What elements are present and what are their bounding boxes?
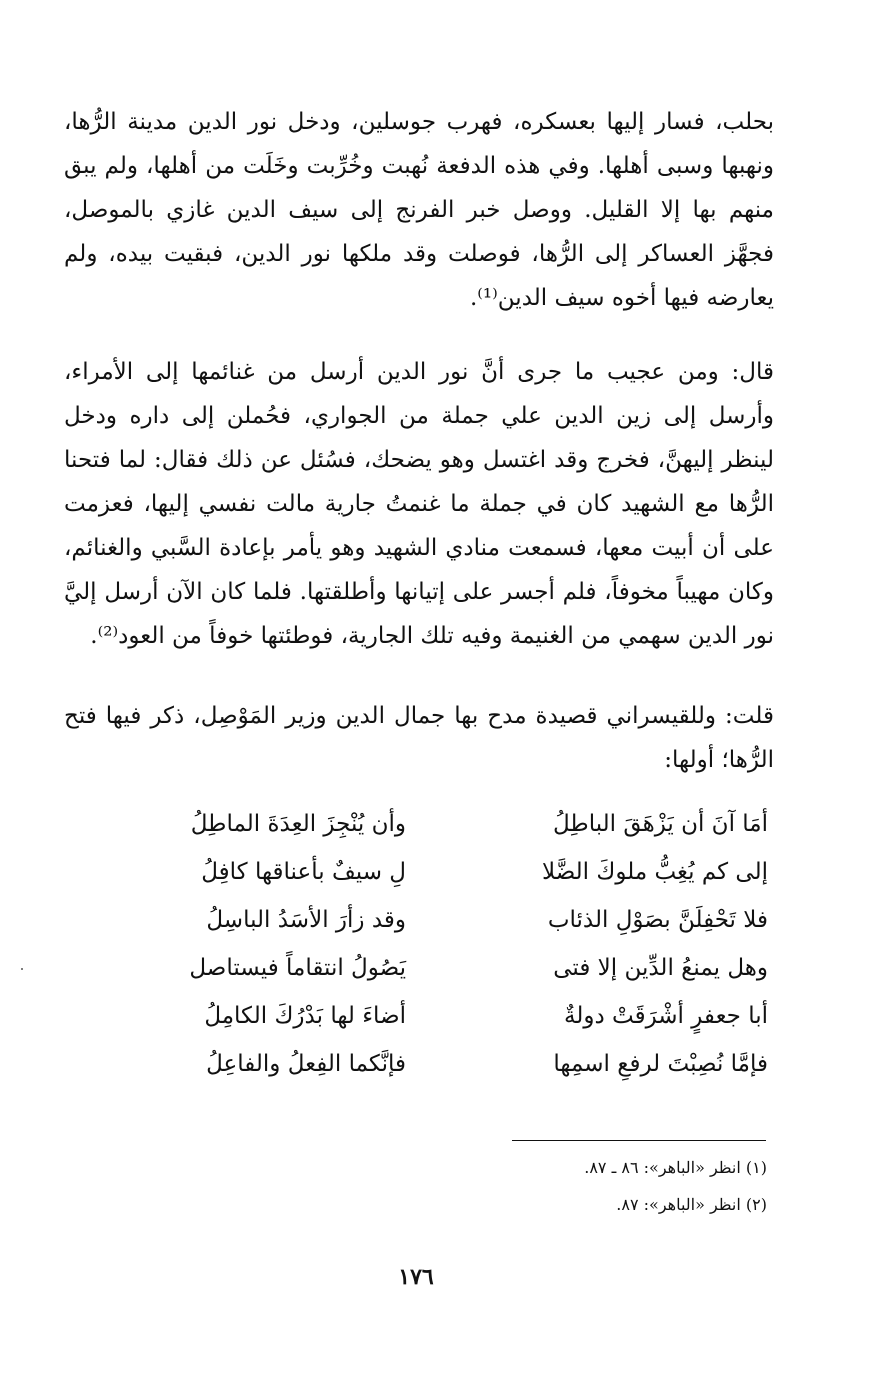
page-number: ١٧٦ bbox=[398, 1264, 434, 1290]
poem-verse-second-hemistich: وأن يُنْجِزَ العِدَةَ الماطِلُ bbox=[190, 811, 406, 837]
scan-speck bbox=[21, 968, 23, 970]
poem-verse-second-hemistich: فإنَّكما الفِعلُ والفاعِلُ bbox=[206, 1051, 406, 1077]
body-paragraph: بحلب، فسار إليها بعسكره، فهرب جوسلين، ودخل نور الدين مدينة الرُّها، ونهبها وسبى أهلها. وفي هذه الدفعة نُهبت وخُرِّبت وخَلَت من أهلها، ولم يبق منهم بها إلا القليل. ووصل خبر الفرنج إلى سيف الدين غازي بالموصل، فجهَّز العساكر إلى الرُّها، فوصلت وقد ملكها نور الدين، فبقيت بيده، ولم يعارضه فيها أخوه سيف الدين⁽¹⁾. bbox=[64, 109, 774, 311]
footnote-divider bbox=[512, 1140, 766, 1141]
poem-verse-first-hemistich: وهل يمنعُ الدِّين إلا فتى bbox=[553, 955, 768, 981]
body-paragraph: قال: ومن عجيب ما جرى أنَّ نور الدين أرسل من غنائمها إلى الأمراء، وأرسل إلى زين الدين علي جملة من الجواري، فحُملن إلى داره ودخل لينظر إليهنَّ، فخرج وقد اغتسل وهو يضحك، فسُئل عن ذلك فقال: لما فتحنا الرُّها مع الشهيد كان في جملة ما غنمتُ جارية مالت نفسي إليها، فعزمت على أن أبيت معها، فسمعت منادي الشهيد وهو يأمر بإعادة السَّبي والغنائم، وكان مهيباً مخوفاً، فلم أجسر على إتيانها وأطلقتها. فلما كان الآن أرسل إليَّ نور الدين سهمي من الغنيمة وفيه تلك الجارية، فوطئتها خوفاً من العود⁽²⁾. bbox=[64, 359, 774, 649]
poem-verse-second-hemistich: وقد زأرَ الأسَدُ الباسِلُ bbox=[206, 907, 406, 933]
poem-verse-second-hemistich: لِ سيفٌ بأعناقها كافِلُ bbox=[201, 859, 406, 885]
poem-verse-second-hemistich: أضاءَ لها بَدْرُكَ الكامِلُ bbox=[204, 1003, 406, 1029]
poem-verse-first-hemistich: فلا تَحْفِلَنَّ بصَوْلِ الذئاب bbox=[547, 907, 768, 933]
body-paragraph: قلت: وللقيسراني قصيدة مدح بها جمال الدين وزير المَوْصِل، ذكر فيها فتح الرُّها؛ أولها: bbox=[64, 703, 774, 773]
poem-verse-first-hemistich: أمَا آنَ أن يَزْهَقَ الباطِلُ bbox=[553, 811, 768, 837]
poem-verse-first-hemistich: أبا جعفرٍ أشْرَقَتْ دولةٌ bbox=[564, 1003, 768, 1029]
footnote: (١) انظر «الباهر»: ٨٦ ـ ٨٧. bbox=[584, 1158, 767, 1177]
footnote: (٢) انظر «الباهر»: ٨٧. bbox=[616, 1195, 767, 1214]
poem-verse-first-hemistich: إلى كم يُغِبُّ ملوكَ الضَّلا bbox=[542, 859, 768, 885]
poem-verse-second-hemistich: يَصُولُ انتقاماً فيستاصل bbox=[189, 955, 406, 981]
poem-verse-first-hemistich: فإمَّا نُصِبْتَ لرفعِ اسمِها bbox=[553, 1051, 768, 1077]
